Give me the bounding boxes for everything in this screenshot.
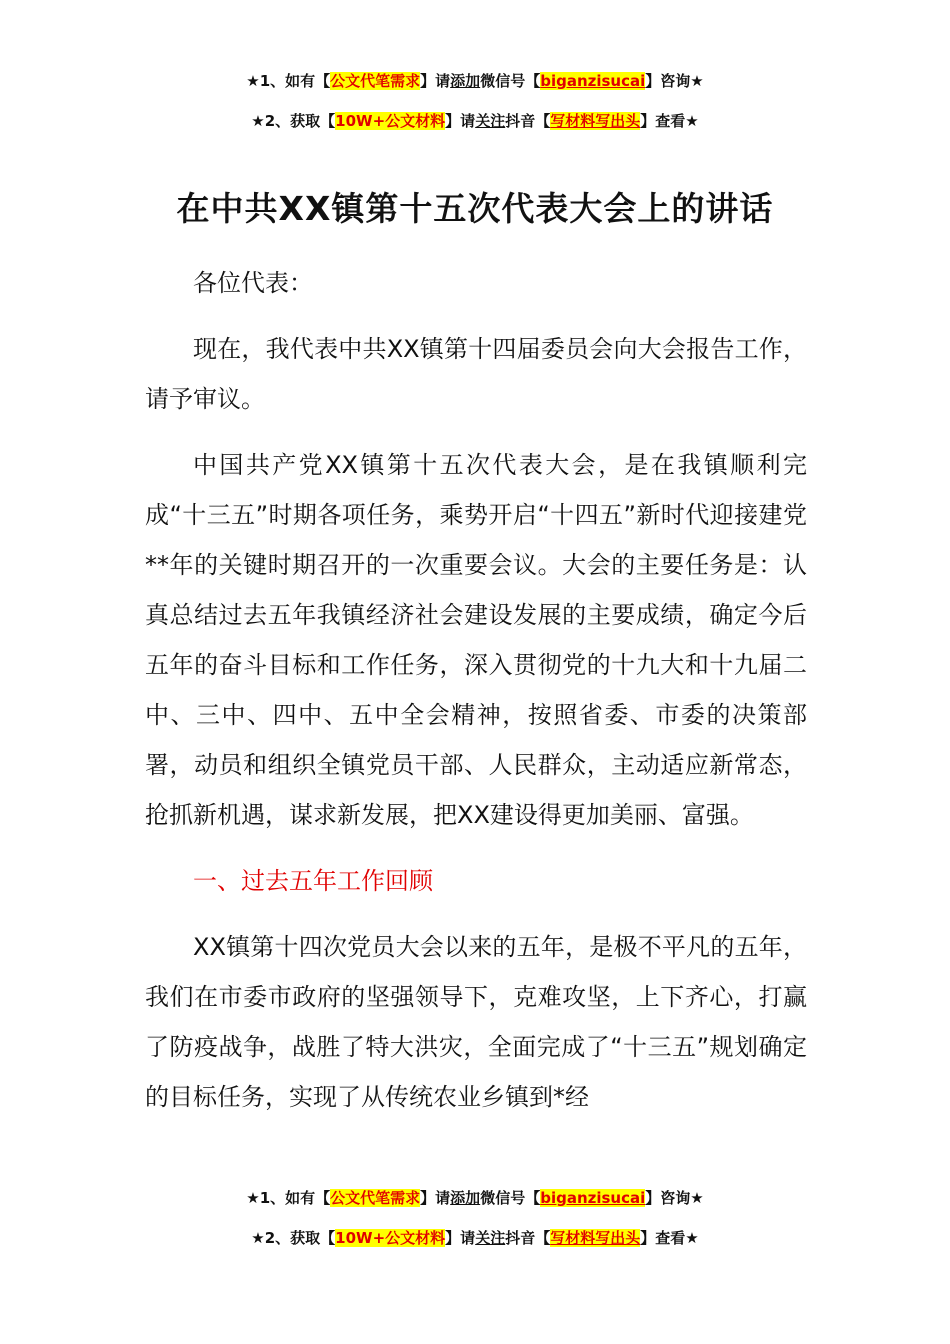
star-icon: ★ (690, 1189, 704, 1207)
star-icon: ★ (246, 1189, 260, 1207)
star-icon: ★ (246, 72, 260, 90)
banner-text: 抖音【 (505, 112, 551, 130)
section-heading: 一、过去五年工作回顾 (193, 867, 433, 895)
banner-text: 】请 (420, 72, 451, 90)
douyin-account-link[interactable]: 写材料写出头 (550, 112, 641, 130)
banner-text: 微信号【 (480, 72, 541, 90)
star-icon: ★ (690, 72, 704, 90)
banner-text: 1、如有【 (259, 72, 331, 90)
highlight-service: 公文代笔需求 (330, 72, 421, 90)
bottom-banner-line-1 (0, 1187, 950, 1209)
star-icon: ★ (685, 1229, 699, 1247)
star-icon: ★ (251, 1229, 265, 1247)
paragraph-2: 中国共产党XX镇第十五次代表大会，是在我镇顺利完成“十三五”时期各项任务，乘势开启“十四五”新时代迎接建党**年的关键时期召开的一次重要会议。大会的主要任务是：认真总结过去五年我镇经济社会建设发展的主要成绩，确定今后五年的奋斗目标和工作任务，深入贯彻党的十九大和十九届二中、三中、四中、五中全会精神，按照省委、市委的决策部署，动员和组织全镇党员干部、人民群众，主动适应新常态，抢抓新机遇，谋求新发展，把XX建设得更加美丽、富强。 (145, 451, 807, 829)
paragraph-3: XX镇第十四次党员大会以来的五年，是极不平凡的五年，我们在市委市政府的坚强领导下，克难攻坚，上下齐心，打赢了防疫战争，战胜了特大洪灾，全面完成了“十三五”规划确定的目标任务，实现了从传统农业乡镇到*经 (145, 933, 807, 1111)
bottom-banner-line-2 (0, 1227, 950, 1249)
top-banner-line-1 (0, 70, 950, 92)
banner-text: 】请 (445, 1229, 476, 1247)
banner-text: 抖音【 (505, 1229, 551, 1247)
banner-text: 1、如有【 (259, 1189, 331, 1207)
banner-text: 微信号【 (480, 1189, 541, 1207)
highlight-materials: 10W+公文材料 (335, 1229, 446, 1247)
banner-emphasis: 添加 (450, 72, 481, 90)
banner-text: 】请 (420, 1189, 451, 1207)
banner-text: 2、获取【 (264, 112, 336, 130)
banner-text: 】咨询 (645, 72, 691, 90)
banner-text: 】请 (445, 112, 476, 130)
banner-text: 】咨询 (645, 1189, 691, 1207)
douyin-account-link[interactable]: 写材料写出头 (550, 1229, 641, 1247)
star-icon: ★ (251, 112, 265, 130)
top-banner-line-2 (0, 110, 950, 132)
paragraph-1: 现在，我代表中共XX镇第十四届委员会向大会报告工作，请予审议。 (145, 335, 807, 413)
star-icon: ★ (685, 112, 699, 130)
banner-emphasis: 关注 (475, 112, 506, 130)
banner-text: 】查看 (640, 1229, 686, 1247)
banner-text: 2、获取【 (264, 1229, 336, 1247)
banner-emphasis: 添加 (450, 1189, 481, 1207)
document-title: 在中共XX镇第十五次代表大会上的讲话 (176, 189, 774, 228)
wechat-id-link[interactable]: biganzisucai (540, 72, 646, 90)
wechat-id-link[interactable]: biganzisucai (540, 1189, 646, 1207)
salutation: 各位代表： (193, 269, 313, 297)
highlight-materials: 10W+公文材料 (335, 112, 446, 130)
banner-text: 】查看 (640, 112, 686, 130)
document-body (145, 258, 807, 1122)
highlight-service: 公文代笔需求 (330, 1189, 421, 1207)
banner-emphasis: 关注 (475, 1229, 506, 1247)
